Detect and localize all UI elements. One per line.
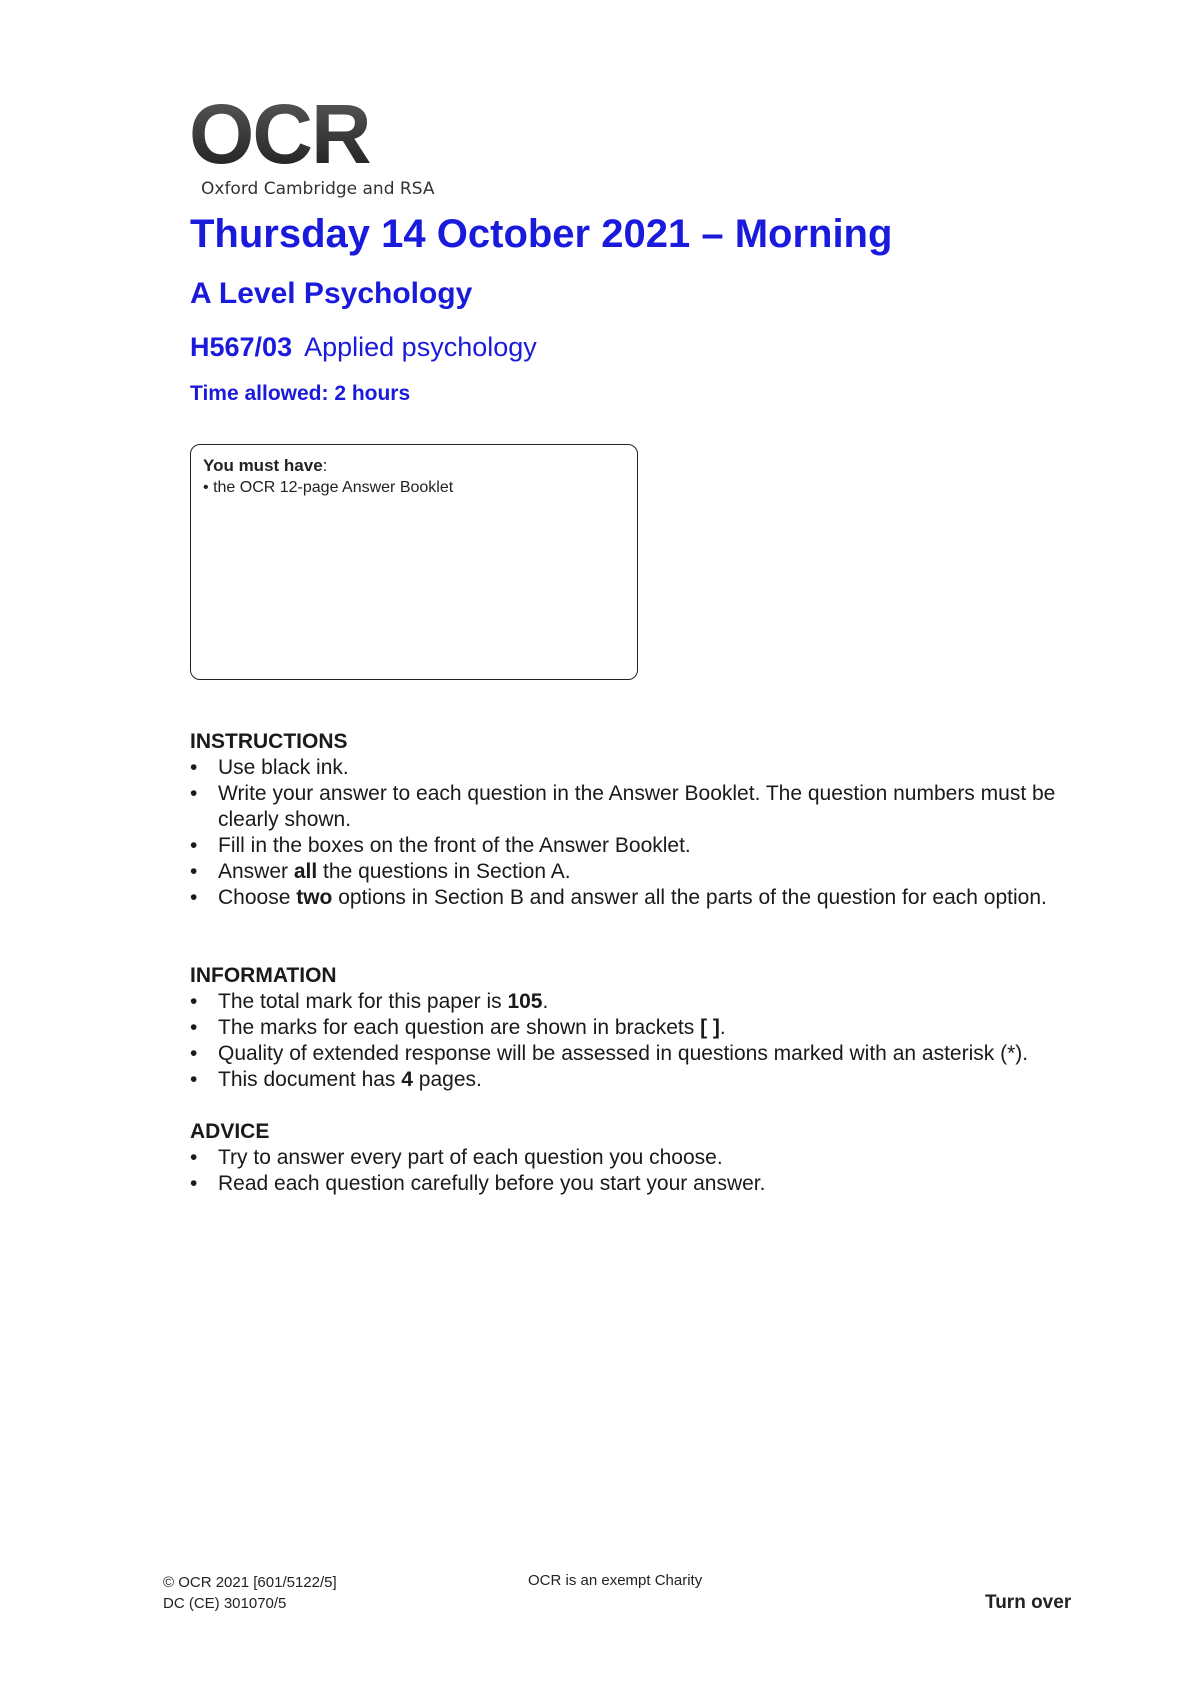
advice-section <box>190 1119 1090 1197</box>
copyright-line: © OCR 2021 [601/5122/5] <box>163 1574 337 1591</box>
information-list <box>190 989 1090 1093</box>
bullet-icon: • <box>190 1042 198 1065</box>
turn-over-label: Turn over <box>985 1592 1072 1613</box>
subject-title: A Level Psychology <box>190 277 473 310</box>
information-item: • Quality of extended response will be assessed in questions marked with an asterisk (*). <box>190 1042 1029 1065</box>
footer-left <box>163 1572 337 1614</box>
bullet-icon: • <box>190 1016 198 1039</box>
bullet-icon: • <box>190 1068 198 1091</box>
instructions-item: • Choose two options in Section B and answer all the parts of the question for each option. <box>190 886 1047 909</box>
must-have-heading: You must have: <box>203 456 328 475</box>
bullet-icon: • <box>190 1146 198 1169</box>
logo-subtitle: Oxford Cambridge and RSA <box>201 179 435 199</box>
bullet-icon: • <box>190 782 198 805</box>
paper-code: H567/03 <box>190 332 293 362</box>
bullet-icon: • <box>190 1172 198 1195</box>
instructions-item: • Use black ink. <box>190 756 349 779</box>
instructions-heading: INSTRUCTIONS <box>190 730 348 753</box>
must-have-box <box>190 444 638 680</box>
instructions-section <box>190 729 1090 911</box>
charity-note: OCR is an exempt Charity <box>528 1572 703 1589</box>
advice-item: • Read each question carefully before you start your answer. <box>190 1172 766 1195</box>
instructions-list <box>190 755 1090 911</box>
time-allowed: Time allowed: 2 hours <box>190 382 411 405</box>
bullet-icon: • <box>190 834 198 857</box>
exam-date-title: Thursday 14 October 2021 – Morning <box>190 212 893 256</box>
bullet-icon: • <box>190 990 198 1013</box>
advice-list <box>190 1145 1090 1197</box>
information-heading: INFORMATION <box>190 964 337 987</box>
paper-name: Applied psychology <box>304 332 537 362</box>
bullet-icon: • <box>190 886 198 909</box>
advice-heading: ADVICE <box>190 1120 270 1143</box>
must-have-item: • the OCR 12-page Answer Booklet <box>203 479 454 496</box>
bullet-icon: • <box>190 756 198 779</box>
information-item: • This document has 4 pages. <box>190 1068 482 1091</box>
advice-item: • Try to answer every part of each question you choose. <box>190 1146 723 1169</box>
instructions-item: • Fill in the boxes on the front of the Answer Booklet. <box>190 834 691 857</box>
instructions-item: • Write your answer to each question in the Answer Booklet. The question numbers must be clearly shown. <box>190 782 1056 831</box>
information-item: • The total mark for this paper is 105. <box>190 990 549 1013</box>
information-item: • The marks for each question are shown in brackets [ ]. <box>190 1016 726 1039</box>
instructions-item: • Answer all the questions in Section A. <box>190 860 571 883</box>
logo-mark: OCR <box>189 92 449 176</box>
paper-line <box>190 332 537 363</box>
bullet-icon: • <box>190 860 198 883</box>
document-ref: DC (CE) 301070/5 <box>163 1595 287 1612</box>
information-section <box>190 963 1090 1093</box>
ocr-logo <box>189 87 449 199</box>
